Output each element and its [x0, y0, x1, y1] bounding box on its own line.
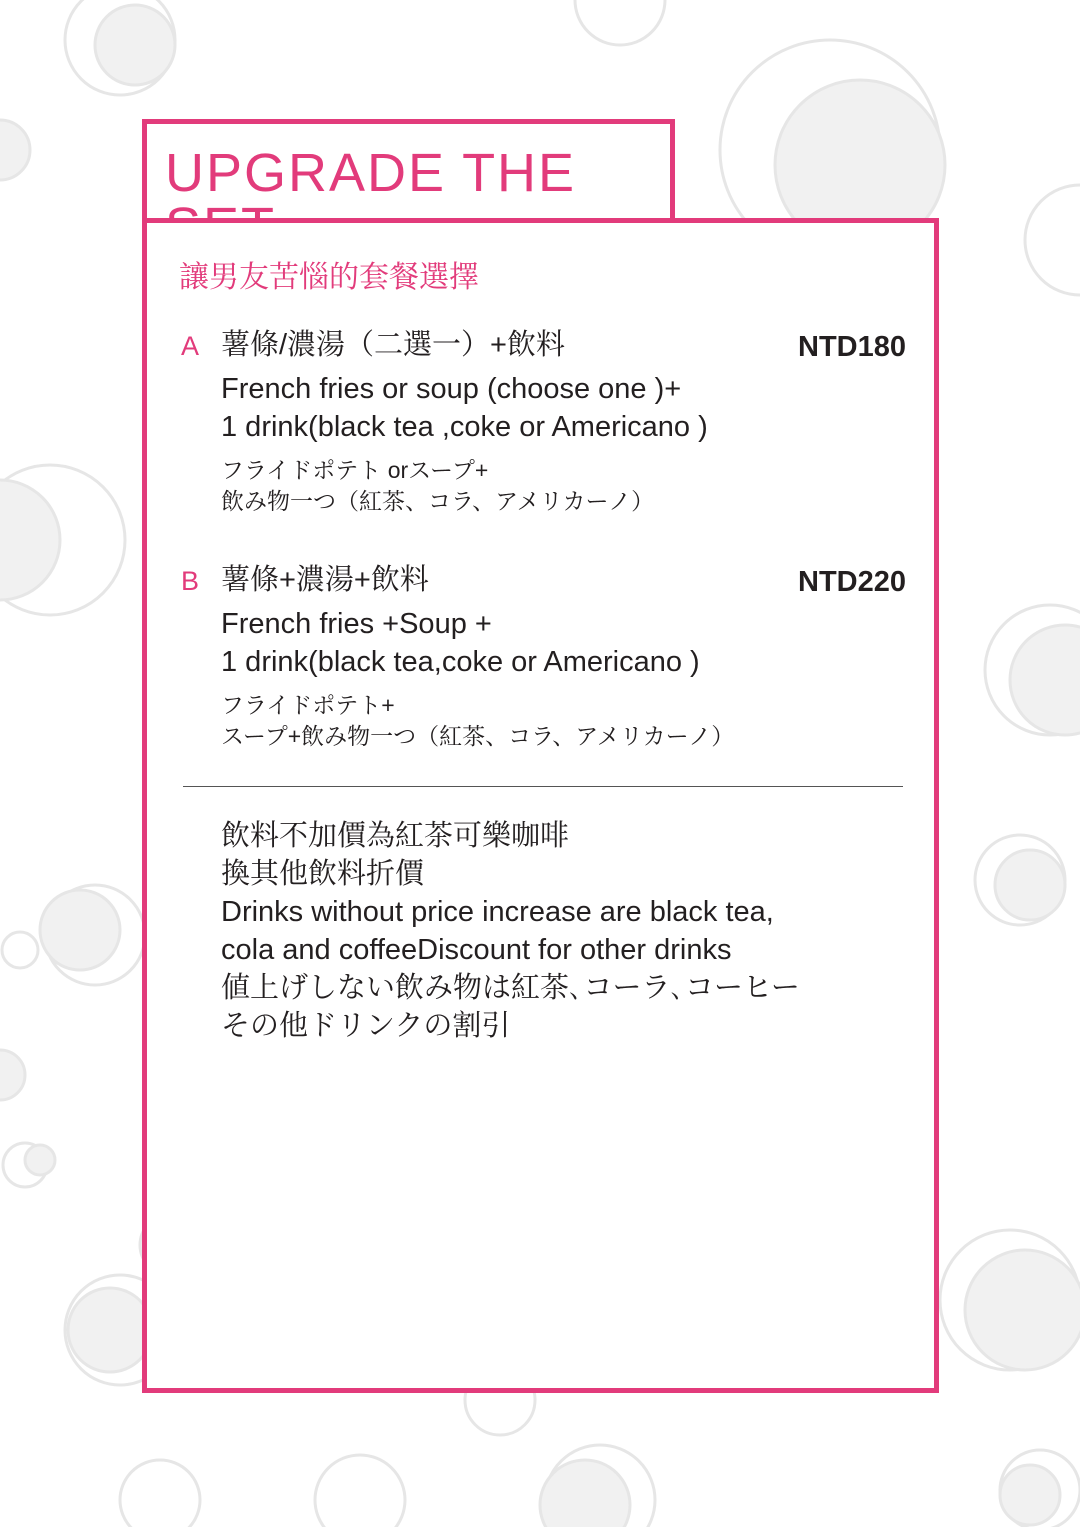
option-title-zh: 薯條+濃湯+飲料: [221, 564, 429, 596]
drink-notes: [221, 817, 800, 1045]
option-desc-en: 1 drink(black tea,coke or Americano ): [221, 646, 700, 678]
note-line: Drinks without price increase are black tea,: [221, 896, 774, 928]
option-letter: B: [181, 566, 200, 596]
page-title: UPGRADE THE: [165, 143, 577, 203]
option-desc-en: 1 drink(black tea ,coke or Americano ): [221, 411, 708, 443]
option-desc-ja: フライドポテト orスープ+: [221, 457, 489, 483]
note-line: 換其他飲料折價: [221, 858, 425, 890]
note-line: 飲料不加價為紅茶可樂咖啡: [221, 820, 570, 852]
note-line: 値上げしない飲み物は紅茶､コーラ､コーヒー: [221, 972, 800, 1004]
option-title-zh: 薯條/濃湯（二選一）+飲料: [221, 329, 565, 361]
option-letter: A: [181, 331, 200, 361]
note-line: その他ドリンクの割引: [221, 1010, 511, 1042]
section-subtitle: 讓男友苦惱的套餐選擇: [179, 261, 479, 294]
option-price: NTD220: [798, 566, 906, 598]
note-line: cola and coffeeDiscount for other drinks: [221, 934, 732, 966]
option-price: NTD180: [798, 331, 906, 363]
option-desc-ja: フライドポテト+: [221, 692, 395, 718]
title-box: [142, 119, 675, 218]
menu-panel: [142, 218, 939, 1393]
option-desc-en: French fries or soup (choose one )+: [221, 373, 682, 405]
option-desc-ja: 飲み物一つ（紅茶、コラ、アメリカーノ）: [221, 488, 655, 514]
option-desc-ja: スープ+飲み物一つ（紅茶、コラ、アメリカーノ）: [221, 723, 735, 749]
section-divider: [183, 786, 903, 787]
option-desc-en: French fries +Soup +: [221, 608, 492, 640]
